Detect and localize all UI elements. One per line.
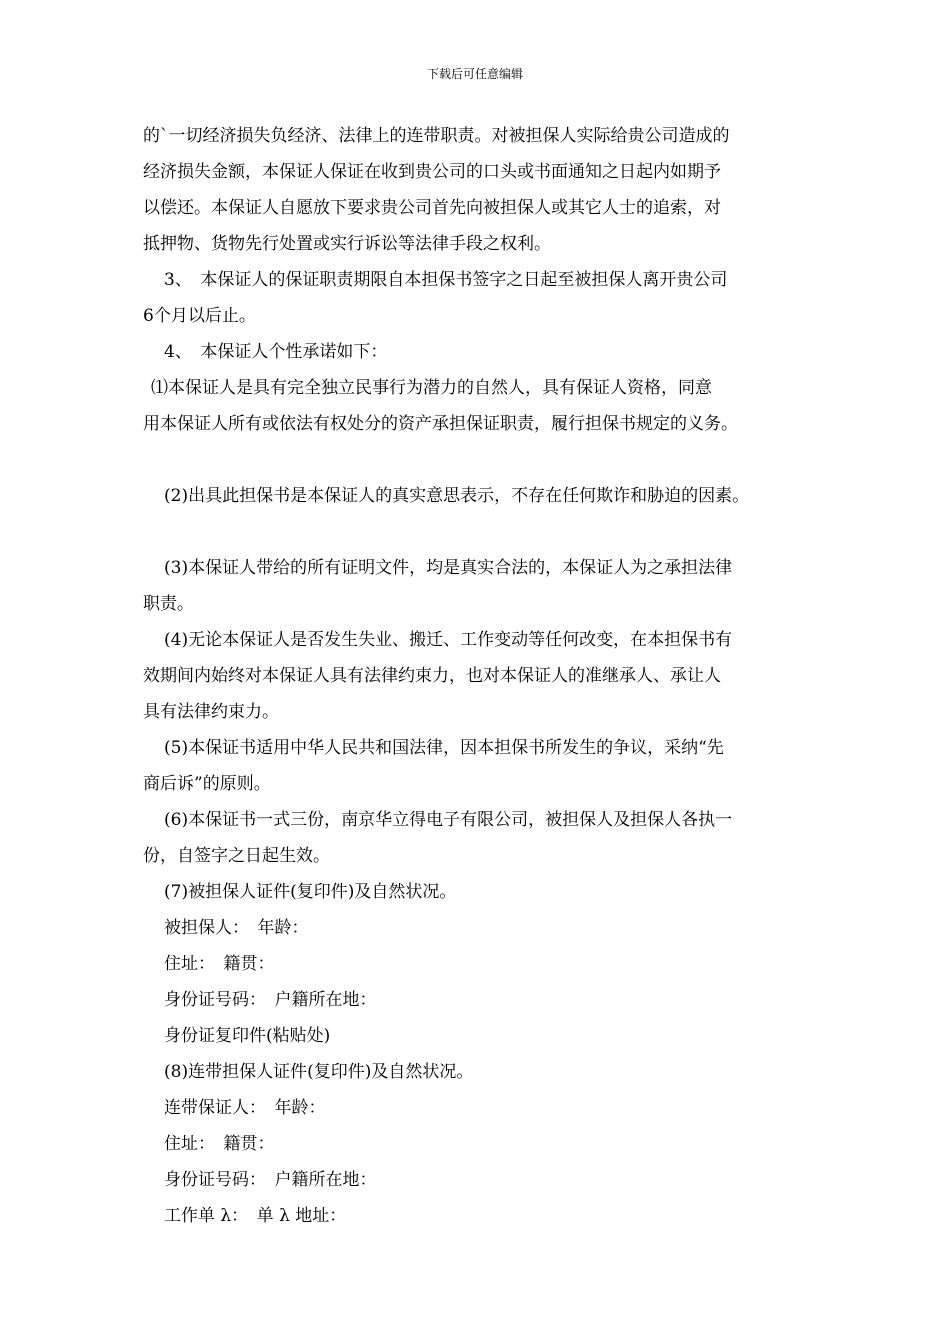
paragraph-line: 的`一切经济损失负经济、法律上的连带职责。对被担保人实际给贵公司造成的 (143, 126, 730, 146)
form-field-line: 身份证号码： 户籍所在地： (164, 1170, 377, 1190)
item-3-line: (3)本保证人带给的所有证明文件，均是真实合法的，本保证人为之承担法律 (164, 558, 733, 578)
spacer (143, 514, 811, 550)
paragraph-line: 以偿还。本保证人自愿放下要求贵公司首先向被担保人或其它人士的追索，对 (143, 198, 721, 218)
item-2-line: (2)出具此担保书是本保证人的真实意思表示，不存在任何欺诈和胁迫的因素。 (164, 486, 750, 506)
item-7-heading: (7)被担保人证件(复印件)及自然状况。 (164, 882, 457, 902)
clause-3-line: 6个月以后止。 (143, 306, 256, 326)
paragraph-line: 经济损失金额，本保证人保证在收到贵公司的口头或书面通知之日起内如期予 (143, 162, 721, 182)
item-1-line: 用本保证人所有或依法有权处分的资产承担保证职责，履行担保书规定的义务。 (143, 414, 738, 434)
item-5-line: 商后诉”的原则。 (143, 774, 271, 794)
form-field-line: 工作单 λ： 单 λ 地址： (164, 1206, 347, 1226)
item-1-line: ⑴本保证人是具有完全独立民事行为潜力的自然人，具有保证人资格，同意 (151, 378, 712, 398)
item-4-line: (4)无论本保证人是否发生失业、搬迁、工作变动等任何改变，在本担保书有 (164, 630, 733, 650)
item-4-line: 效期间内始终对本保证人具有法律约束力，也对本保证人的准继承人、承让人 (143, 666, 721, 686)
form-field-line: 住址： 籍贯： (164, 954, 275, 974)
page-header: 下载后可任意编辑 (426, 67, 523, 81)
item-6-line: 份，自签字之日起生效。 (143, 846, 330, 866)
form-field-line: 连带保证人： 年龄： (164, 1098, 326, 1118)
clause-4-heading: 4、 本保证人个性承诺如下： (164, 342, 388, 362)
form-field-line: 身份证号码： 户籍所在地： (164, 990, 377, 1010)
item-4-line: 具有法律约束力。 (143, 702, 279, 722)
document-body (143, 118, 811, 1234)
paragraph-line: 抵押物、货物先行处置或实行诉讼等法律手段之权利。 (143, 234, 551, 254)
form-field-line: 身份证复印件(粘贴处) (164, 1026, 331, 1046)
form-field-line: 被担保人： 年龄： (164, 918, 309, 938)
item-5-line: (5)本保证书适用中华人民共和国法律，因本担保书所发生的争议，采纳“先 (164, 738, 724, 758)
item-6-line: (6)本保证书一式三份，南京华立得电子有限公司，被担保人及担保人各执一 (164, 810, 733, 830)
item-8-heading: (8)连带担保人证件(复印件)及自然状况。 (164, 1062, 474, 1082)
clause-3-line: 3、 本保证人的保证职责期限自本担保书签字之日起至被担保人离开贵公司 (164, 270, 728, 290)
form-field-line: 住址： 籍贯： (164, 1134, 275, 1154)
item-3-line: 职责。 (143, 594, 194, 614)
spacer (143, 442, 811, 478)
